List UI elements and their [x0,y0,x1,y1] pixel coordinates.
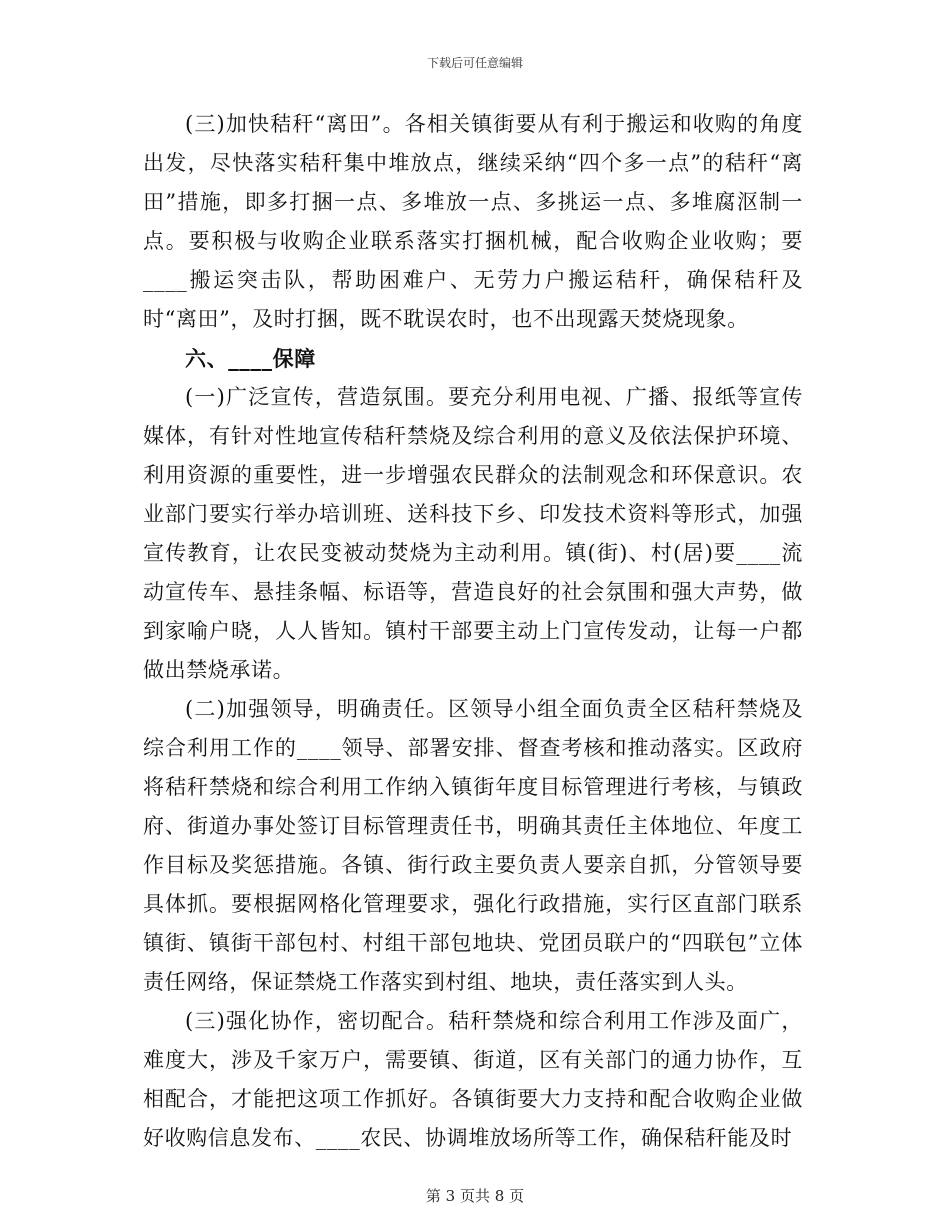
paragraph-leadership: (二)加强领导，明确责任。区领导小组全面负责全区秸秆禁烧及综合利用工作的____领导、部署安排、督查考核和推动落实。区政府将秸秆禁烧和综合利用工作纳入镇街年度目标管理进行考核，与镇政府、街道办事处签订目标管理责任书，明确其责任主体地位、年度工作目标及奖惩措施。各镇、街行政主要负责人要亲自抓，分管领导要具体抓。要根据网格化管理要求，强化行政措施，实行区直部门联系镇街、镇街干部包村、村组干部包地块、党团员联户的“四联包”立体责任网络，保证禁烧工作落实到村组、地块，责任落实到人头。 [143,697,803,994]
document-body [143,105,803,1158]
page-header: 下载后可任意编辑 [426,56,523,70]
paragraph-cooperation: (三)强化协作，密切配合。秸秆禁烧和综合利用工作涉及面广，难度大，涉及千家万户，需要镇、街道，区有关部门的通力协作，互相配合，才能把这项工作抓好。各镇街要大力支持和配合收购企业做好收购信息发布、____农民、协调堆放场所等工作，确保秸秆能及时 [143,1009,803,1150]
paragraph-straw-removal: (三)加快秸秆“离田”。各相关镇街要从有利于搬运和收购的角度出发，尽快落实秸秆集中堆放点，继续采纳“四个多一点”的秸秆“离田”措施，即多打捆一点、多堆放一点、多挑运一点、多堆腐沤制一点。要积极与收购企业联系落实打捆机械，配合收购企业收购；要____搬运突击队，帮助困难户、无劳力户搬运秸秆，确保秸秆及时“离田”，及时打捆，既不耽误农时，也不出现露天焚烧现象。 [143,112,803,331]
section-heading-guarantee: 六、____保障 [185,346,316,371]
page-number: 第 3 页共 8 页 [425,1187,525,1205]
paragraph-publicity: (一)广泛宣传，营造氛围。要充分利用电视、广播、报纸等宣传媒体，有针对性地宣传秸秆禁烧及综合利用的意义及依法保护环境、利用资源的重要性，进一步增强农民群众的法制观念和环保意识。农业部门要实行举办培训班、送科技下乡、印发技术资料等形式，加强宣传教育，让农民变被动焚烧为主动利用。镇(街)、村(居)要____流动宣传车、悬挂条幅、标语等，营造良好的社会氛围和强大声势，做到家喻户晓，人人皆知。镇村干部要主动上门宣传发动，让每一户都做出禁烧承诺。 [143,385,803,682]
